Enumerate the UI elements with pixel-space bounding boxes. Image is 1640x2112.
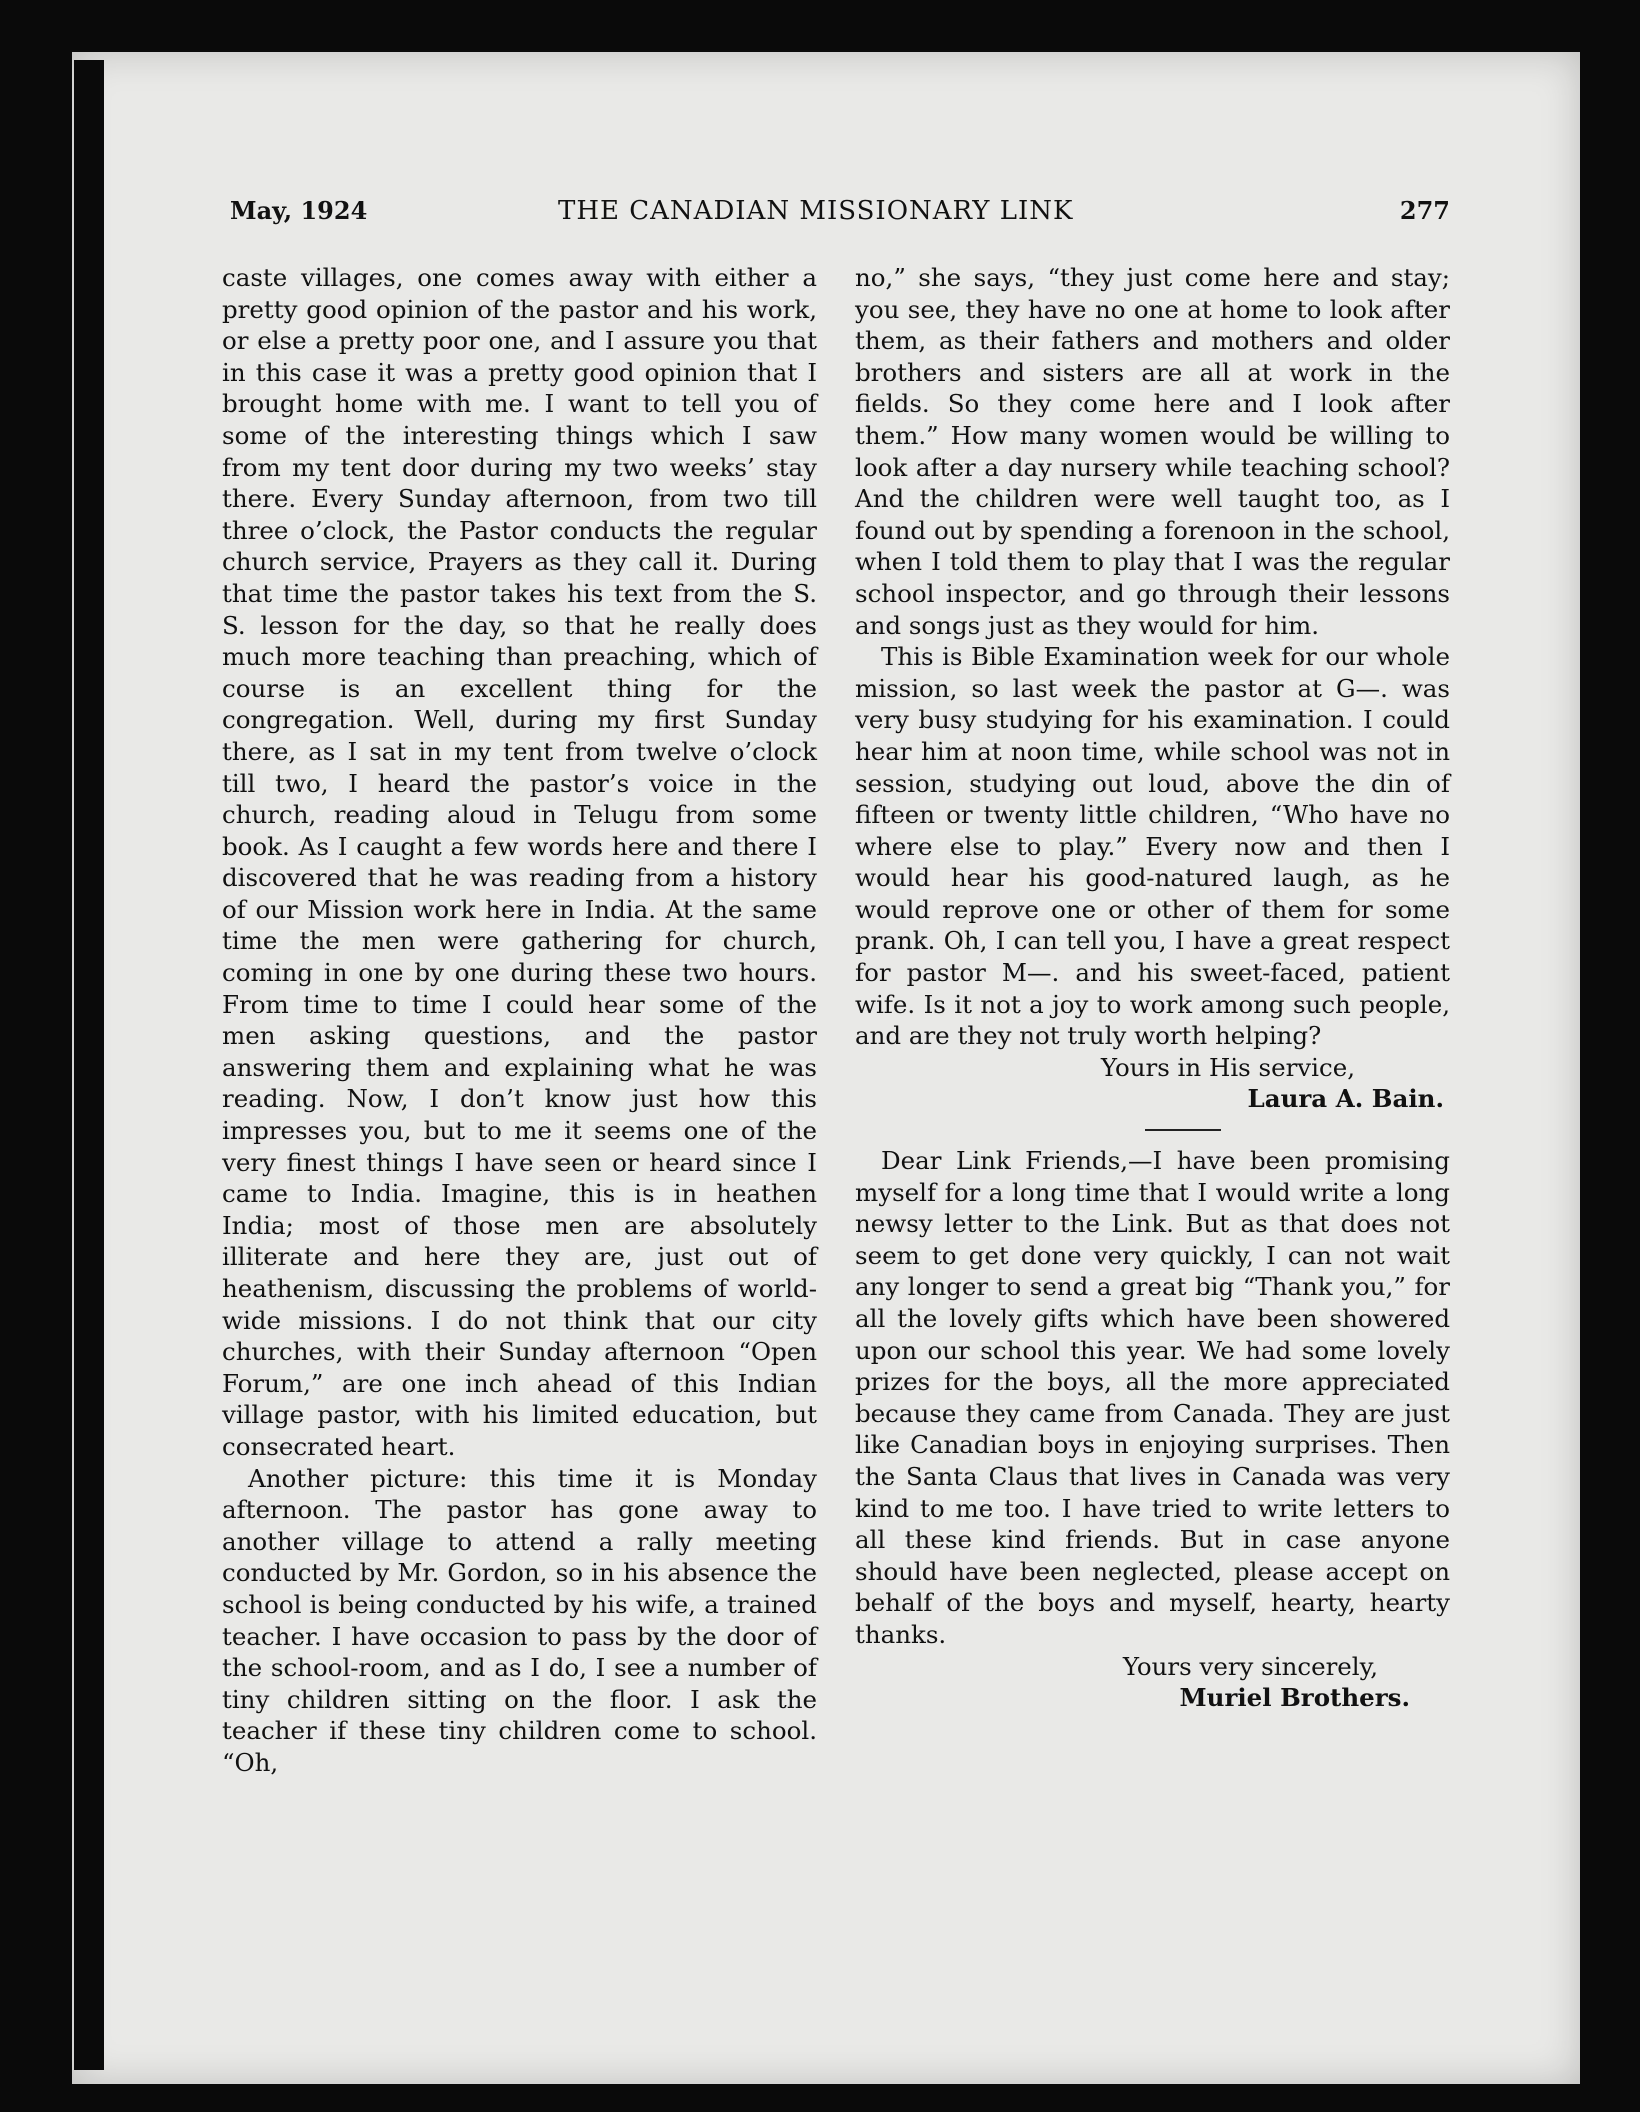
binding-edge	[74, 60, 104, 2070]
paragraph: Another picture: this time it is Monday afternoon. The pastor has gone away to another village to attend a rally meeting conducted by Mr. Gordon, so in his absence the school is being conducted by his wife, a trained teacher. I have occasion to pass by the door of the school-room, and as I do, I see a number of tiny children sitting on the floor. I ask the teacher if these tiny children come to school. “Oh,	[222, 1463, 817, 1777]
page-number: 277	[1399, 196, 1450, 225]
paragraph: This is Bible Examination week for our whole mission, so last week the pastor at G—. was very busy studying for his examination. I could hear him at noon time, while school was not in session, studying out loud, above the din of fifteen or twenty little children, “Who have no where else to play.” Every now and then I would hear his good-natured laugh, as he would reprove one or other of them for some prank. Oh, I can tell you, I have a great respect for pastor M—. and his sweet-faced, patient wife. Is it not a joy to work among such people, and are they not truly worth helping?	[855, 642, 1450, 1051]
issue-date: May, 1924	[230, 196, 368, 225]
running-header	[230, 196, 1450, 232]
publication-title: THE CANADIAN MISSIONARY LINK	[558, 196, 1074, 226]
right-column	[855, 262, 1450, 1714]
letter-signature: Muriel Brothers.	[1179, 1683, 1410, 1713]
paragraph: caste villages, one comes away with either a pretty good opinion of the pastor and his work, or else a pretty poor one, and I assure you that in this case it was a pretty good opinion that I brought home with me. I want to tell you of some of the interesting things which I saw from my tent door during my two weeks’ stay there. Every Sunday afternoon, from two till three o’clock, the Pastor conducts the regular church service, Prayers as they call it. During that time the pastor takes his text from the S. S. lesson for the day, so that he really does much more teaching than preaching, which of course is an excellent thing for the congregation. Well, during my first Sunday there, as I sat in my tent from twelve o’clock till two, I heard the pastor’s voice in the church, reading aloud in Telugu from some book. As I caught a few words here and there I discovered that he was reading from a history of our Mission work here in India. At the same time the men were gathering for church, coming in one by one during these two hours. From time to time I could hear some of the men asking questions, and the pastor answering them and explaining what he was reading. Now, I don’t know just how this impresses you, but to me it seems one of the very finest things I have seen or heard since I came to India. Imagine, this is in heathen India; most of those men are absolutely illiterate and here they are, just out of heathenism, discussing the problems of world-wide missions. I do not think that our city churches, with their Sunday afternoon “Open Forum,” are one inch ahead of this Indian village pastor, with his limited education, but consecrated heart.	[222, 263, 817, 1461]
section-divider	[1145, 1129, 1221, 1131]
letter-signature: Laura A. Bain.	[1247, 1084, 1444, 1114]
letter-closing: Yours very sincerely,	[1122, 1651, 1378, 1681]
letter-closing: Yours in His service,	[1100, 1052, 1355, 1082]
left-column	[222, 262, 817, 1779]
paragraph: no,” she says, “they just come here and stay; you see, they have no one at home to look after them, as their fathers and mothers and older brothers and sisters are all at work in the fields. So they come here and I look after them.” How many women would be willing to look after a day nursery while teaching school? And the children were well taught too, as I found out by spending a forenoon in the school, when I told them to play that I was the regular school inspector, and go through their lessons and songs just as they would for him.	[855, 263, 1450, 640]
paragraph: Dear Link Friends,—I have been promising myself for a long time that I would write a long newsy letter to the Link. But as that does not seem to get done very quickly, I can not wait any longer to send a great big “Thank you,” for all the lovely gifts which have been showered upon our school this year. We had some lovely prizes for the boys, all the more appreciated because they came from Canada. They are just like Canadian boys in enjoying surprises. Then the Santa Claus that lives in Canada was very kind to me too. I have tried to write letters to all these kind friends. But in case anyone should have been neglected, please accept on behalf of the boys and myself, hearty, hearty thanks.	[855, 1146, 1450, 1649]
